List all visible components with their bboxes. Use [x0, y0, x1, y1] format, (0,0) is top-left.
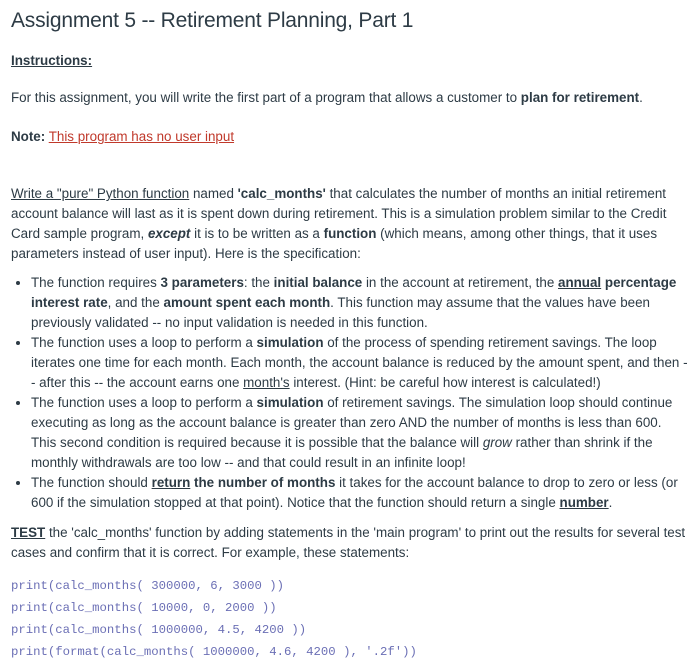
- b2-text-2: of the process of spending retirement savings. The loop iterates one time for each month. Each month, the account balance is reduced by the amount spent, and then -- after this -- the account earns one: [31, 335, 688, 390]
- b4-return: return: [151, 475, 191, 490]
- b2-months: month's: [243, 375, 290, 390]
- b1-amount-spent: amount spent each month: [163, 295, 331, 310]
- note-label: Note:: [11, 129, 46, 144]
- intro-paragraph: [11, 88, 688, 108]
- b1-initial-balance: initial balance: [273, 275, 363, 290]
- b3-text-1: The function uses a loop to perform a: [31, 395, 257, 410]
- b1-text-3: in the account at retirement, the: [362, 275, 558, 290]
- b4-text-1: The function should: [31, 475, 152, 490]
- code-block: [11, 575, 688, 663]
- b4-number: number: [559, 495, 609, 510]
- except-word: except: [147, 226, 191, 241]
- b1-text-1: The function requires: [31, 275, 161, 290]
- spec-item-condition: [31, 393, 688, 473]
- spec-list: [11, 273, 688, 513]
- note-paragraph: [11, 127, 688, 147]
- instructions-heading: Instructions:: [11, 53, 93, 68]
- b3-text-2: of retirement savings. The simulation loop should continue executing as long as the account balance is greater than zero AND the number of months is less than 600. This second condition is required because it is possible that the balance will: [31, 395, 673, 450]
- test-label: TEST: [11, 525, 46, 540]
- b3-grow: grow: [482, 435, 512, 450]
- write-text-1: named: [189, 186, 238, 201]
- b4-number-of-months: the number of months: [194, 475, 336, 490]
- b1-percentage-rate: percentage interest rate: [31, 275, 677, 310]
- write-text-4: (which means, among other things, that it uses parameters instead of user input). Here is the specification:: [11, 226, 658, 261]
- test-text: the 'calc_months' function by adding statements in the 'main program' to print out the results for several test cases and confirm that it is correct. For example, these statements:: [11, 525, 686, 560]
- code-line: print(calc_months( 10000, 0, 2000 )): [11, 601, 277, 615]
- intro-bold: plan for retirement: [520, 90, 640, 105]
- function-name: 'calc_months': [237, 186, 326, 201]
- write-text-3: it is to be written as a: [190, 226, 324, 241]
- code-line: print(calc_months( 300000, 6, 3000 )): [11, 579, 285, 593]
- intro-end: .: [639, 90, 643, 105]
- b1-text-2: : the: [243, 275, 274, 290]
- no-user-input-link[interactable]: This program has no user input: [48, 129, 235, 144]
- b2-simulation: simulation: [256, 335, 324, 350]
- intro-text: For this assignment, you will write the first part of a program that allows a customer to: [11, 90, 521, 105]
- b4-text-3: it takes for the account balance to drop to zero or less (or 600 if the simulation stopped at that point). Notice that the function should return a single: [31, 475, 678, 510]
- b1-params: 3 parameters: [160, 275, 244, 290]
- b2-text-1: The function uses a loop to perform a: [31, 335, 257, 350]
- spec-item-parameters: [31, 273, 688, 333]
- b2-text-3: interest. (Hint: be careful how interest is calculated!): [289, 375, 601, 390]
- code-line: print(format(calc_months( 1000000, 4.6, 4200 ), '.2f')): [11, 645, 417, 659]
- write-paragraph: [11, 184, 688, 264]
- b1-text-6: . This function may assume that the values have been previously validated -- no input validation is needed in this function.: [31, 295, 650, 330]
- b1-text-5: , and the: [107, 295, 164, 310]
- code-line: print(calc_months( 1000000, 4.5, 4200 )): [11, 623, 307, 637]
- b3-simulation: simulation: [256, 395, 324, 410]
- write-text-2: that calculates the number of months an initial retirement account balance will last as it is spent down during retirement. This is a simulation problem similar to the Credit Card sample program,: [11, 186, 667, 241]
- spec-item-return: [31, 473, 688, 513]
- spec-item-loop: [31, 333, 688, 393]
- test-paragraph: [11, 523, 688, 563]
- function-word: function: [323, 226, 377, 241]
- b4-text-4: .: [608, 495, 613, 510]
- b1-annual: annual: [558, 275, 602, 290]
- pure-function-link[interactable]: Write a "pure" Python function: [11, 186, 190, 201]
- b3-text-3: rather than shrink if the monthly withdrawals are too low -- and that could result in an infinite loop!: [31, 435, 653, 470]
- page-title: Assignment 5 -- Retirement Planning, Part 1: [11, 9, 414, 32]
